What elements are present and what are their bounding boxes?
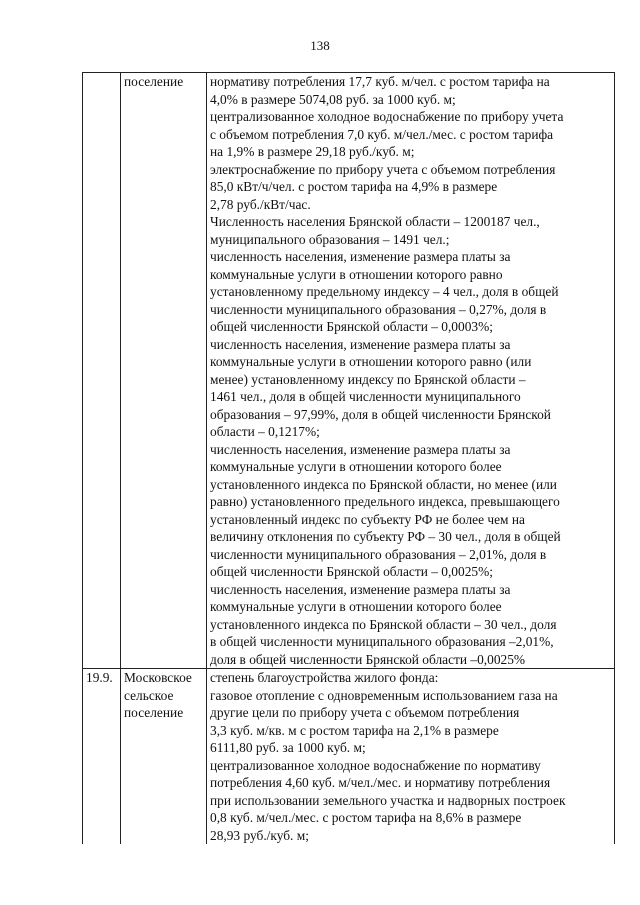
description-line: численности муниципального образования – 2,01%, доля в: [210, 546, 547, 562]
description-line: 85,0 кВт/ч/чел. с ростом тарифа на 4,9% в размере: [210, 179, 498, 194]
description-line: численность населения, изменение размера платы за: [210, 581, 511, 597]
description-line: менее) установленному индексу по Брянской области –: [210, 371, 526, 387]
description-line: при использовании земельного участка и надворных построек: [210, 792, 566, 808]
settlement-name-line: сельское: [124, 687, 174, 703]
document-table: [82, 72, 615, 844]
description-line: равно) установленного предельного индекса, превышающего: [210, 494, 560, 509]
description-line: Численность населения Брянской области – 1200187 чел.,: [210, 214, 540, 229]
description-line: на 1,9% в размере 29,18 руб./куб. м;: [210, 144, 415, 159]
description-line: коммунальные услуги в отношении которого более: [210, 459, 502, 474]
description-line: 6111,80 руб. за 1000 куб. м;: [210, 740, 366, 755]
description-line: общей численности Брянской области – 0,0025%;: [210, 564, 493, 579]
description-line: доля в общей численности Брянской области –0,0025%: [210, 651, 526, 667]
description-line: установленный индекс по субъекту РФ не более чем на: [210, 511, 525, 527]
description-line: потребления 4,60 куб. м/чел./мес. и нормативу потребления: [210, 775, 551, 790]
settlement-name-cell: [121, 669, 207, 845]
settlement-name-line: поселение: [124, 705, 184, 720]
description-line: 28,93 руб./куб. м;: [210, 827, 309, 843]
description-line: численность населения, изменение размера платы за: [210, 336, 511, 352]
description-line: установленному предельному индексу – 4 чел., доля в общей: [210, 284, 559, 299]
description-line: газовое отопление с одновременным использованием газа на: [210, 687, 558, 703]
description-line: централизованное холодное водоснабжение по нормативу: [210, 757, 541, 773]
page-number: 138: [310, 38, 330, 53]
description-line: муниципального образования – 1491 чел.;: [210, 231, 450, 247]
table-row: [83, 73, 615, 669]
description-line: нормативу потребления 17,7 куб. м/чел. с ростом тарифа на: [210, 74, 550, 89]
description-cell: [207, 73, 615, 669]
description-line: коммунальные услуги в отношении которого равно: [210, 266, 503, 282]
description-line: 2,78 руб./кВт/час.: [210, 196, 311, 212]
description-line: 4,0% в размере 5074,08 руб. за 1000 куб. м;: [210, 91, 456, 107]
settlement-name-line: Московское: [124, 670, 192, 685]
description-line: централизованное холодное водоснабжение по прибору учета: [210, 109, 564, 124]
settlement-name-cell: [121, 73, 207, 669]
description-line: численность населения, изменение размера платы за: [210, 441, 511, 457]
description-line: установленного индекса по Брянской области, но менее (или: [210, 476, 557, 492]
table-row: [83, 669, 615, 845]
description-line: другие цели по прибору учета с объемом потребления: [210, 705, 520, 720]
description-line: установленного индекса по Брянской области – 30 чел., доля: [210, 616, 557, 632]
description-cell: [207, 669, 615, 845]
description-line: коммунальные услуги в отношении которого более: [210, 599, 502, 614]
description-line: 1461 чел., доля в общей численности муниципального: [210, 389, 521, 404]
description-line: с объемом потребления 7,0 куб. м/чел./мес. с ростом тарифа: [210, 126, 554, 142]
description-line: величину отклонения по субъекту РФ – 30 чел., доля в общей: [210, 529, 561, 544]
description-line: численности муниципального образования – 0,27%, доля в: [210, 301, 547, 317]
description-line: 3,3 куб. м/кв. м с ростом тарифа на 2,1% в размере: [210, 722, 499, 738]
row-number-cell: [83, 73, 121, 669]
description-line: численность населения, изменение размера платы за: [210, 249, 511, 264]
settlement-name-line: поселение: [124, 74, 184, 89]
description-line: общей численности Брянской области – 0,0003%;: [210, 319, 493, 334]
description-line: степень благоустройства жилого фонда:: [210, 670, 439, 685]
description-line: в общей численности муниципального образования –2,01%,: [210, 634, 554, 649]
row-number: 19.9.: [86, 670, 113, 685]
description-line: 0,8 куб. м/чел./мес. с ростом тарифа на 8,6% в размере: [210, 810, 522, 825]
description-line: коммунальные услуги в отношении которого равно (или: [210, 354, 532, 369]
row-number-cell: [83, 669, 121, 845]
table-body: [83, 73, 615, 845]
description-line: образования – 97,99%, доля в общей численности Брянской: [210, 406, 551, 422]
description-line: электроснабжение по прибору учета с объемом потребления: [210, 161, 556, 177]
description-line: области – 0,1217%;: [210, 424, 320, 439]
